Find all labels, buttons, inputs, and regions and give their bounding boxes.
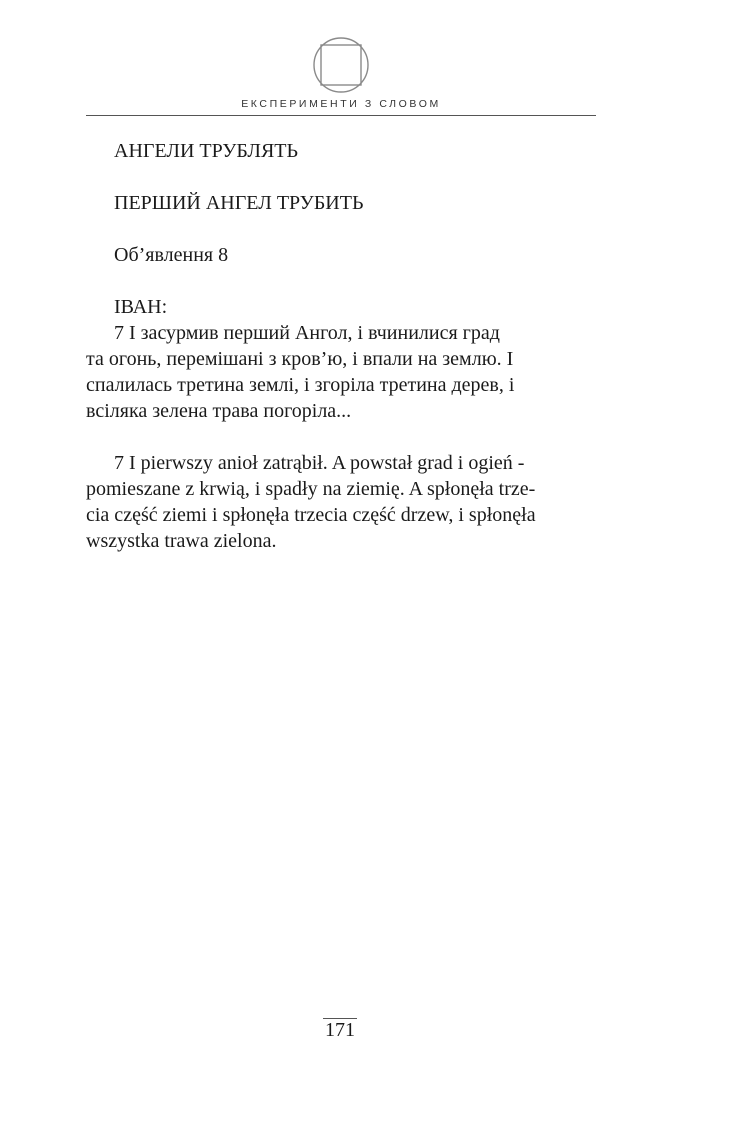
speaker-label: ІВАН: bbox=[114, 296, 168, 318]
page-number: 171 bbox=[325, 1019, 355, 1041]
text-line: wszystka trawa zielona. bbox=[86, 530, 277, 552]
text-line: cia część ziemi i spłonęła trzecia część drzew, i spłonęła bbox=[86, 504, 536, 526]
text-line: pomieszane z krwią, i spadły na ziemię. A spłonęła trze- bbox=[86, 478, 536, 500]
circle-square-emblem-icon bbox=[312, 36, 370, 94]
text-line: всіляка зелена трава погоріла... bbox=[86, 400, 352, 422]
page-body bbox=[86, 138, 586, 554]
ukrainian-paragraph bbox=[86, 320, 586, 424]
section-subtitle: ПЕРШИЙ АНГЕЛ ТРУБИТЬ bbox=[114, 192, 364, 214]
text-line: 7 I pierwszy anioł zatrąbił. A powstał grad i ogień - bbox=[114, 452, 525, 474]
text-line: та огонь, перемішані з кров’ю, і впали на землю. І bbox=[86, 348, 514, 370]
running-title: ЕКСПЕРИМЕНТИ З СЛОВОМ bbox=[241, 98, 441, 110]
page-number-area bbox=[0, 1017, 680, 1043]
section-title: АНГЕЛИ ТРУБЛЯТЬ bbox=[114, 140, 299, 162]
text-line: спалилась третина землі, і згоріла третина дерев, і bbox=[86, 374, 515, 396]
header-divider bbox=[86, 115, 596, 116]
polish-paragraph bbox=[86, 450, 586, 554]
text-line: 7 І засурмив перший Ангол, і вчинилися град bbox=[114, 322, 500, 344]
scripture-reference: Об’явлення 8 bbox=[114, 244, 229, 266]
